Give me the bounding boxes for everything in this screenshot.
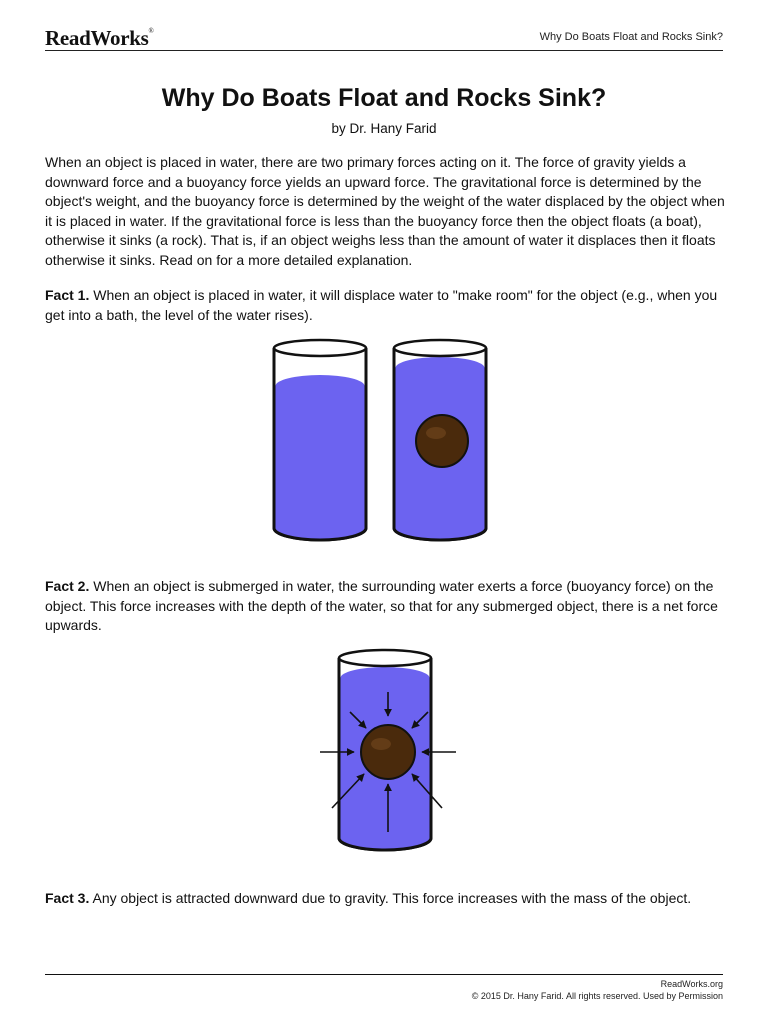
- footer-copyright: © 2015 Dr. Hany Farid. All rights reserved. Used by Permission: [471, 991, 723, 1001]
- intro-paragraph: When an object is placed in water, there are two primary forces acting on it. The force of gravity yields a downward force and a buoyancy force yields an upward force. The gravitational force is determined by the object's weight, and the buoyancy force is determined by the weight of the water displaced by the object when it is placed in water. If the gravitational force is less than the buoyancy force then the object floats (a boat), otherwise it sinks (a rock). That is, if an object weighs less than the amount of water it displaces then it floats otherwise it sinks. Read on for a more detailed explanation.: [45, 154, 725, 268]
- displacement-diagram: [260, 338, 500, 550]
- rock: [416, 415, 468, 467]
- fact-3-label: Fact 3.: [45, 890, 90, 906]
- footer-divider: [45, 974, 723, 975]
- article-title: Why Do Boats Float and Rocks Sink?: [161, 84, 607, 112]
- cylinder-without-rock: [274, 340, 366, 540]
- byline: by Dr. Hany Farid: [331, 121, 437, 136]
- fact-3-paragraph: [45, 889, 725, 909]
- fact-1-text: When an object is placed in water, it will displace water to "make room" for the object (e.g., when you get into a bath, the level of the water rises).: [45, 287, 718, 323]
- fact-2-paragraph: [45, 577, 725, 636]
- readworks-logo: ReadWorks®: [45, 26, 154, 50]
- fact-2-text: When an object is submerged in water, the surrounding water exerts a force (buoyancy force) on the object. This force increases with the depth of the water, so that for any submerged object, there is a net force upwards.: [45, 578, 718, 634]
- water-level-low: [276, 375, 365, 539]
- fact-1-label: Fact 1.: [45, 287, 90, 303]
- rock: [361, 725, 415, 779]
- header-title: Why Do Boats Float and Rocks Sink?: [539, 31, 723, 43]
- fact-2-label: Fact 2.: [45, 578, 90, 594]
- fact-1-paragraph: [45, 286, 725, 325]
- page-header: [45, 26, 723, 51]
- cylinder-with-rock: [394, 340, 486, 540]
- buoyancy-force-diagram: [310, 648, 460, 860]
- fact-3-text: Any object is attracted downward due to gravity. This force increases with the mass of the object.: [92, 890, 692, 906]
- footer-site: ReadWorks.org: [660, 979, 723, 989]
